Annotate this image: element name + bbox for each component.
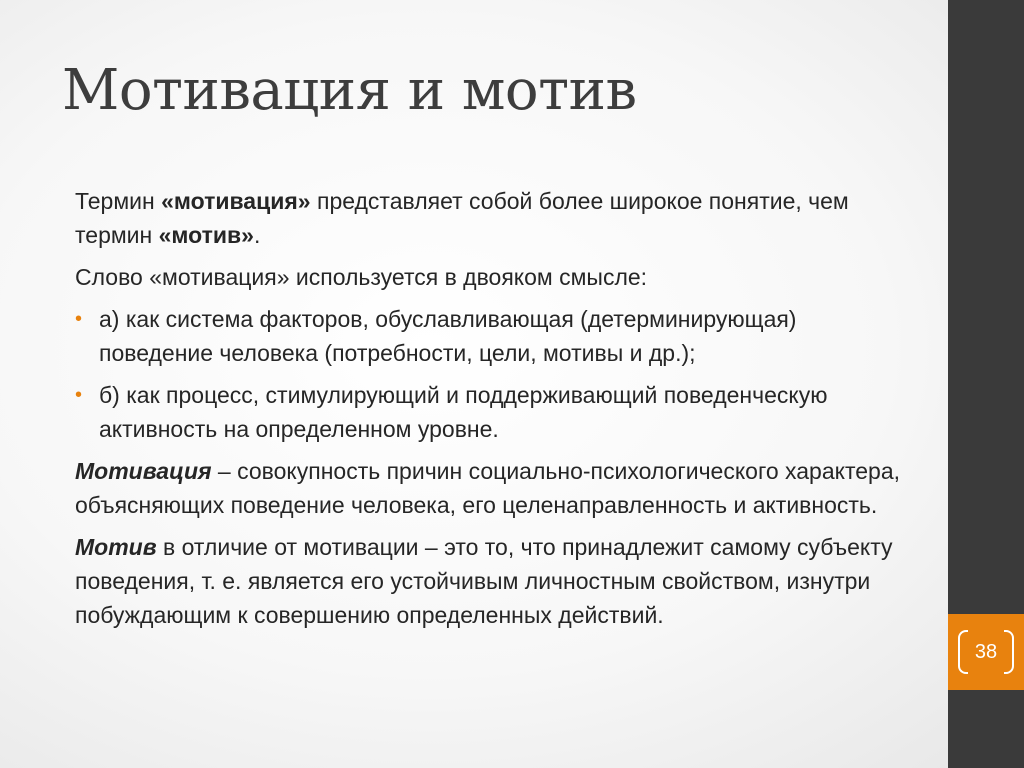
- meaning-list: [75, 302, 905, 446]
- list-item-text: б) как процесс, стимулирующий и поддерживающий поведенческую активность на определенном уровне.: [99, 382, 828, 442]
- list-item: [75, 302, 905, 370]
- intro-text-1: Термин: [75, 188, 162, 214]
- intro-text-3: .: [253, 222, 261, 248]
- list-item: [75, 378, 905, 446]
- motivation-definition-text: – совокупность причин социально-психологического характера, объясняющих поведение человека, его целенаправленность и активность.: [75, 458, 900, 518]
- motive-definition: [75, 530, 905, 632]
- term-motivation-bold: «мотивация»: [161, 188, 311, 214]
- intro-text-2: представляет собой более широкое понятие, чем термин: [75, 188, 849, 248]
- usage-paragraph: Слово «мотивация» используется в двояком смысле:: [75, 264, 648, 290]
- slide-body: [75, 184, 905, 640]
- term-motive-bold: «мотив»: [158, 222, 254, 248]
- page-number-badge: [948, 614, 1024, 690]
- bullet-dot-icon: •: [75, 308, 83, 330]
- motivation-term: Мотивация: [75, 458, 212, 484]
- slide-title: Мотивация и мотив: [62, 58, 637, 123]
- motive-definition-text: в отличие от мотивации – это то, что принадлежит самому субъекту поведения, т. е. является его устойчивым личностным свойством, изнутри побуждающим к совершению определенных действий.: [75, 534, 893, 628]
- bullet-dot-icon: •: [75, 384, 83, 406]
- list-item-text: а) как система факторов, обуславливающая (детерминирующая) поведение человека (потребности, цели, мотивы и др.);: [99, 306, 797, 366]
- right-bracket-icon: [1004, 630, 1014, 674]
- motive-term: Мотив: [75, 534, 157, 560]
- motivation-definition: [75, 454, 905, 522]
- intro-paragraph: [75, 184, 905, 252]
- page-number: 38: [974, 641, 998, 663]
